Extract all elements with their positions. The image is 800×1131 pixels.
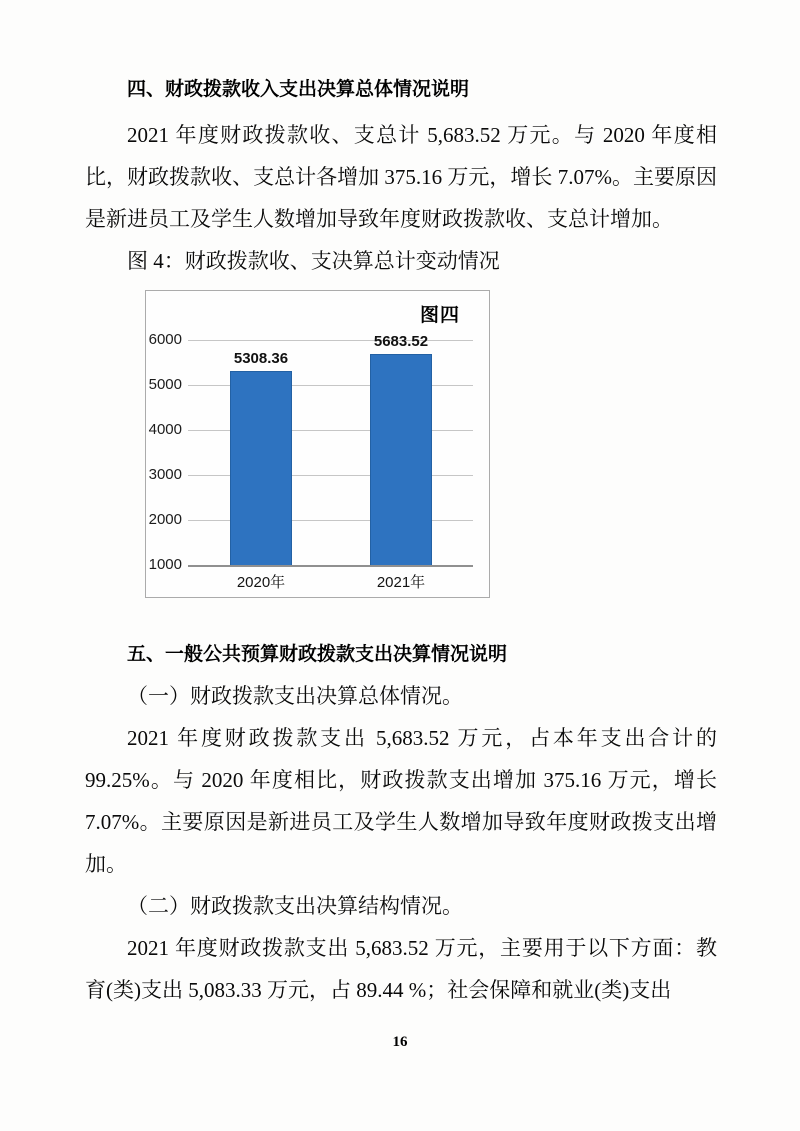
chart-legend: 图四 bbox=[419, 305, 460, 326]
bar-2020年 bbox=[230, 371, 292, 565]
section5-sub1-heading: （一）财政拨款支出决算总体情况。 bbox=[127, 684, 463, 708]
data-label-2021年: 5683.52 bbox=[373, 333, 429, 351]
chart-plot-area bbox=[148, 331, 473, 591]
section5-paragraph1: 2021 年度财政拨款支出 5,683.52 万元，占本年支出合计的 99.25%。与 2020 年度相比，财政拨款支出增加 375.16 万元，增长 7.07%。主要原因是新进员工及学生人数增加导致年度财政拨支出增加。 bbox=[85, 726, 717, 876]
bar-2021年 bbox=[370, 354, 432, 565]
section5-paragraph2: 2021 年度财政拨款支出 5,683.52 万元，主要用于以下方面：教育(类)支出 5,083.33 万元，占 89.44 %；社会保障和就业(类)支出 bbox=[85, 936, 717, 1002]
y-axis-tick-5000: 5000 bbox=[148, 376, 182, 393]
section4-heading: 四、财政拨款收入支出决算总体情况说明 bbox=[127, 79, 470, 100]
y-axis-tick-2000: 2000 bbox=[148, 511, 182, 528]
page-number: 16 bbox=[392, 1034, 408, 1050]
gridline-1000 bbox=[188, 565, 473, 567]
section4-paragraph: 2021 年度财政拨款收、支总计 5,683.52 万元。与 2020 年度相比，财政拨款收、支总计各增加 375.16 万元，增长 7.07%。主要原因是新进员工及学生人数增加导致年度财政拨款收、支总计增加。 bbox=[85, 123, 717, 231]
y-axis-tick-3000: 3000 bbox=[148, 466, 182, 483]
x-axis-label-2020年: 2020年 bbox=[236, 574, 286, 591]
figure4-bar-chart bbox=[145, 290, 490, 598]
figure4-caption: 图 4：财政拨款收、支决算总计变动情况 bbox=[127, 249, 500, 273]
section5-sub2-heading: （二）财政拨款支出决算结构情况。 bbox=[127, 894, 463, 918]
section5-heading: 五、一般公共预算财政拨款支出决算情况说明 bbox=[127, 644, 508, 665]
y-axis-tick-6000: 6000 bbox=[148, 331, 182, 348]
data-label-2020年: 5308.36 bbox=[233, 350, 289, 368]
x-axis-label-2021年: 2021年 bbox=[376, 574, 426, 591]
y-axis-tick-1000: 1000 bbox=[148, 556, 182, 573]
y-axis-tick-4000: 4000 bbox=[148, 421, 182, 438]
